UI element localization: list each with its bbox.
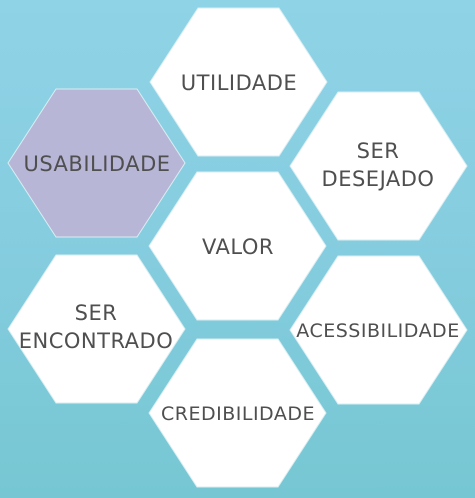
- hexagon-usabilidade: [8, 89, 185, 237]
- hexagon-shape: [290, 92, 467, 240]
- hexagon-valor: [149, 172, 326, 320]
- hexagon-label: USABILIDADE: [23, 152, 171, 176]
- hexagon-utilidade: [150, 8, 327, 156]
- hexagon-label: ACESSIBILIDADE: [296, 320, 460, 342]
- hexagon-label-line-2: DESEJADO: [321, 167, 435, 191]
- hexagon-ser-encontrado: [8, 255, 185, 403]
- hexagon-label-line-1: SER: [74, 301, 118, 325]
- hexagon-label: CREDIBILIDADE: [161, 403, 315, 425]
- hexagon-acessibilidade: [290, 256, 467, 404]
- hexagon-ser-desejado: [290, 92, 467, 240]
- hexagon-label: VALOR: [202, 235, 274, 259]
- hexagon-credibilidade: [149, 339, 326, 487]
- hexagon-label-line-2: ENCONTRADO: [18, 329, 174, 353]
- hexagon-label-line-1: SER: [356, 139, 400, 163]
- hexagon-label: UTILIDADE: [180, 71, 298, 95]
